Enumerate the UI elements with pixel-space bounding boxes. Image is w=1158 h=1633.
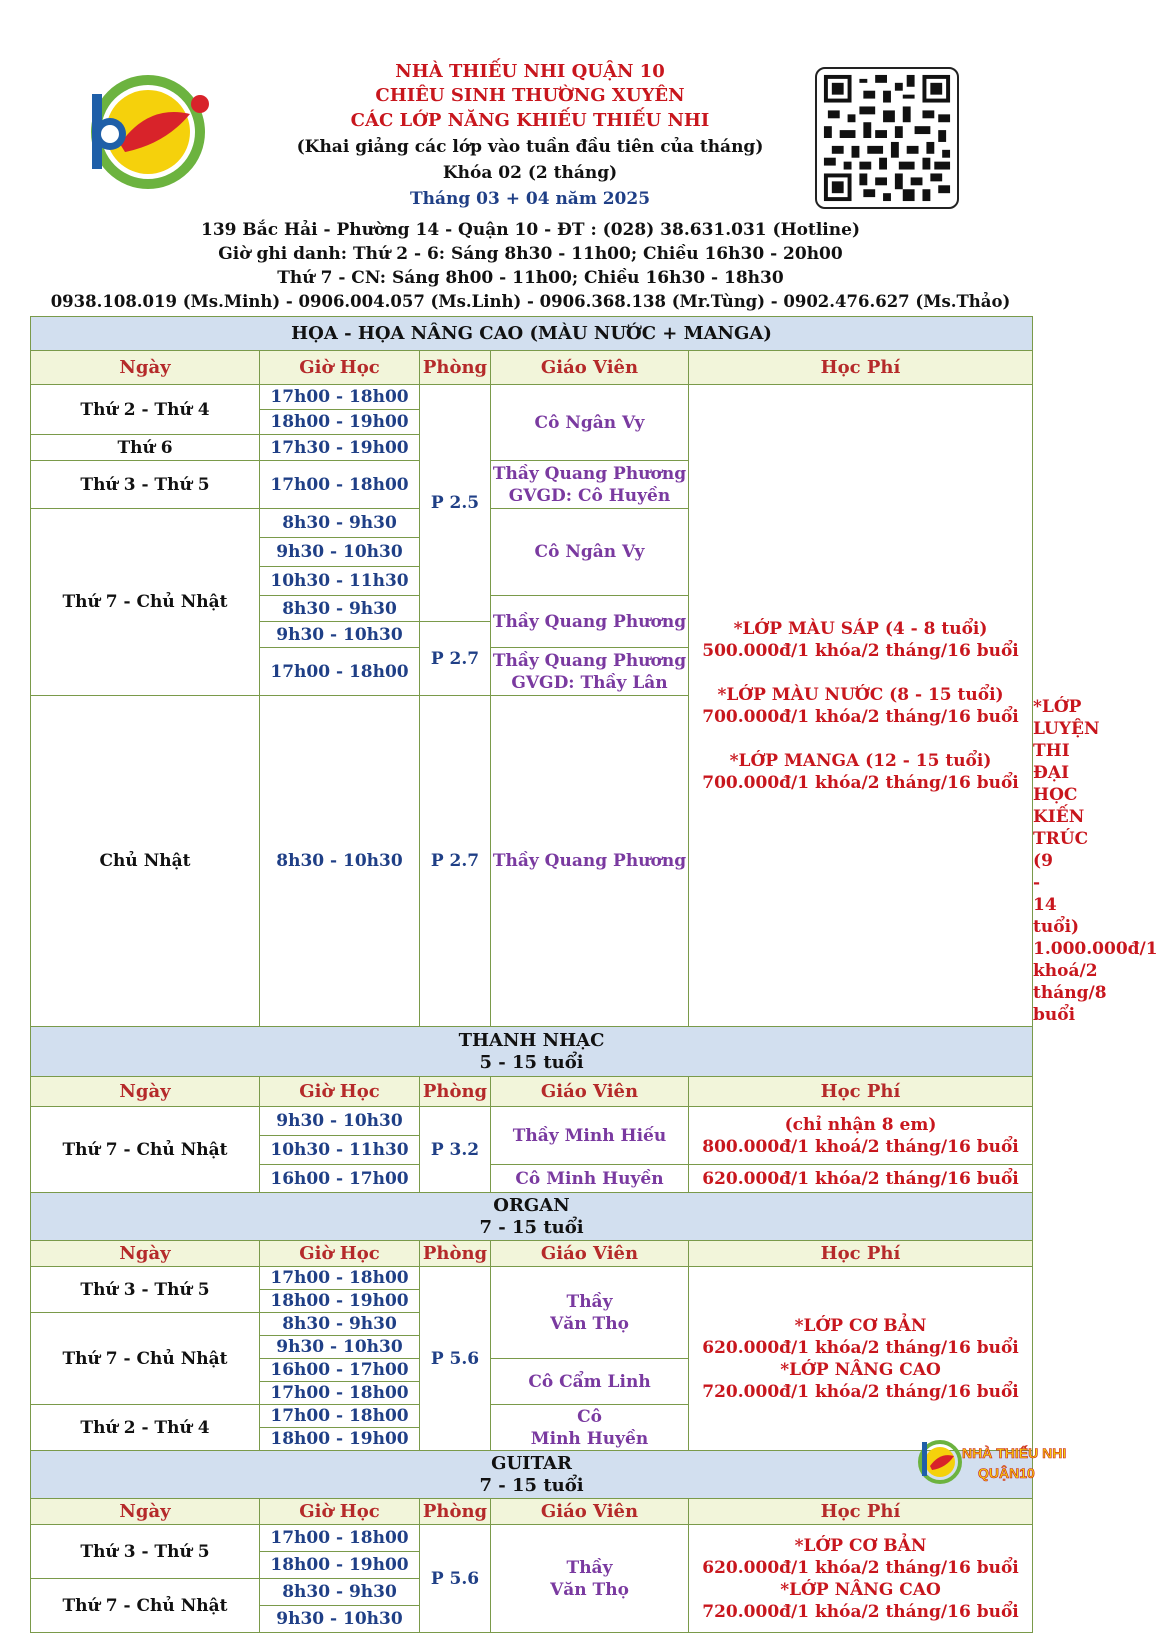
teacher-cell: Cô Ngân Vy xyxy=(491,385,689,461)
fee-label: *LỚP MÀU SÁP (4 - 8 tuổi) xyxy=(733,618,988,639)
section-age: 7 - 15 tuổi xyxy=(479,1216,584,1238)
fee-cell xyxy=(689,1525,1033,1633)
col-header-time: Giờ Học xyxy=(260,351,420,385)
time-cell: 17h00 - 18h00 xyxy=(260,1267,420,1290)
col-header-day: Ngày xyxy=(31,351,260,385)
col-header-teacher: Giáo Viên xyxy=(491,1499,689,1525)
day-cell: Thứ 3 - Thứ 5 xyxy=(31,1525,260,1579)
time-cell: 17h00 - 18h00 xyxy=(260,461,420,509)
time-cell: 17h00 - 18h00 xyxy=(260,1382,420,1405)
col-header-day: Ngày xyxy=(31,1241,260,1267)
room-cell: P 2.7 xyxy=(420,622,491,696)
teacher-cell xyxy=(491,461,689,509)
fee-label: *LỚP NÂNG CAO xyxy=(780,1359,941,1380)
section-title-thanh-nhac xyxy=(31,1027,1033,1077)
room-cell: P 2.5 xyxy=(420,385,491,622)
day-cell: Thứ 2 - Thứ 4 xyxy=(31,385,260,435)
time-cell: 16h00 - 17h00 xyxy=(260,1359,420,1382)
col-header-room: Phòng xyxy=(420,1499,491,1525)
organization-logo xyxy=(70,74,230,194)
footer-brand-line1: NHÀ THIẾU NHI xyxy=(962,1445,1067,1461)
fee-amount: 620.000đ/1 khóa/2 tháng/16 buổi xyxy=(702,1557,1019,1578)
schedule-table: HỌA - HỌA NÂNG CAO (MÀU NƯỚC + MANGA) Ngày Giờ Học Phòng Giáo Viên Học Phí Thứ 2 - Thứ 4 17h00 - 18h00 P 2.5 Cô Ngân Vy *LỚP MÀU SÁP (4 - 8 tuổi) 500.000đ/1 khóa/2 tháng/16 buổi *LỚP MÀU NƯỚC (8 - 15 tuổi) 700.000đ/1 khóa/2 tháng/16 buổi *LỚP MANGA (12 - 15 tuổi) 700.000đ/1 khóa/2 tháng/16 buổi 18h00 - 19h00 Thứ 6 17h30 - 19h00 Thứ 3 - Thứ 5 17h00 - 18h00 Thầy Quang Phương GVGD: Cô Huyền Thứ 7 - Chủ Nhật 8h30 - 9h30 Cô Ngân Vy 9h30 - 10h30 10h30 - 11h30 8h30 - 9h30 Thầy Quang Phương 9h30 - 10h30 P 2.7 17h00 - 18h00 Thầy Quang Phương GVGD: Thầy Lân Chủ Nhật 8h30 - 10h30 P 2.7 Thầy Quang Phương *LỚP LUYỆN THI ĐẠI HỌC KIẾN TRÚC (9 - 14 tuổi) 1.000.000đ/1 khoá/2 tháng/8 buổi THANH NHẠC 5 - 15 tuổi Ngày Giờ Học Phòng Giáo Viên Học Phí Thứ 7 - Chủ Nhật 9h30 - 10h30 P 3.2 Thầy Minh Hiếu (chỉ nhận 8 em) 800.000đ/1 khoá/2 tháng/16 buổi 10h30 - 11h30 16h00 - 17h00 Cô Minh Huyền 620.000đ/1 khóa/2 tháng/16 buổi ORGAN 7 - 15 tuổi Ngày Giờ Học Phòng Giáo Viên Học Phí Thứ 3 - Thứ 5 17h00 - 18h00 P 5.6 Thầy Văn Thọ *LỚP CƠ BẢN 620.000đ/1 khóa/2 tháng/16 buổi *LỚP NÂNG CAO 720.000đ/1 khóa/2 tháng/16 buổi 18h00 - 19h00 Thứ 7 - Chủ Nhật 8h30 - 9h30 9h30 - 10h30 16h00 - 17h00 Cô Cẩm Linh 17h00 - 18h00 Thứ 2 - Thứ 4 17h00 - 18h00 Cô Minh Huyền 18h00 - 19h00 GUITAR 7 - 15 tuổi Ngày Giờ Học Phòng Giáo Viên Học Phí Thứ 3 - Thứ 5 17h00 - 18h00 P 5.6 Thầy Văn Thọ *LỚP CƠ BẢN 620.000đ/1 khóa/2 tháng/16 buổi *LỚP NÂNG CAO 720.000đ/1 khóa/2 tháng/16 buổi 18h00 - 19h00 Thứ 7 - Chủ Nhật 8h30 - 9h30 9h30 - 10h30 xyxy=(30,316,1033,1633)
section-age: 5 - 15 tuổi xyxy=(479,1051,584,1073)
col-header-teacher: Giáo Viên xyxy=(491,1241,689,1267)
time-cell: 17h00 - 18h00 xyxy=(260,648,420,696)
course-months: Tháng 03 + 04 năm 2025 xyxy=(409,189,651,209)
fee-cell xyxy=(689,1107,1033,1165)
teacher-title: Cô xyxy=(577,1406,602,1427)
registration-hours: Giờ ghi danh: Thứ 2 - 6: Sáng 8h30 - 11h00; Chiều 16h30 - 20h00 xyxy=(218,244,843,264)
time-cell: 9h30 - 10h30 xyxy=(260,538,420,567)
footer-brand-logo xyxy=(918,1432,1067,1490)
day-cell: Chủ Nhật xyxy=(31,696,260,1027)
section-title-guitar xyxy=(31,1451,1033,1499)
qr-code[interactable] xyxy=(815,67,959,209)
teacher-assistant: GVGD: Cô Huyền xyxy=(508,485,671,506)
col-header-room: Phòng xyxy=(420,1241,491,1267)
time-cell: 17h30 - 19h00 xyxy=(260,435,420,461)
col-header-fee: Học Phí xyxy=(689,1499,1033,1525)
day-cell: Thứ 7 - Chủ Nhật xyxy=(31,1313,260,1405)
day-cell: Thứ 2 - Thứ 4 xyxy=(31,1405,260,1451)
teacher-cell: Cô Ngân Vy xyxy=(491,509,689,596)
section-name: ORGAN xyxy=(493,1194,570,1216)
teacher-name: Văn Thọ xyxy=(550,1579,629,1600)
time-cell: 17h00 - 18h00 xyxy=(260,385,420,410)
teacher-assistant: GVGD: Thầy Lân xyxy=(511,672,668,693)
time-cell: 9h30 - 10h30 xyxy=(260,1336,420,1359)
room-cell: P 5.6 xyxy=(420,1267,491,1451)
time-cell: 18h00 - 19h00 xyxy=(260,410,420,435)
weekend-hours: Thứ 7 - CN: Sáng 8h00 - 11h00; Chiều 16h30 - 18h30 xyxy=(277,268,784,288)
teacher-cell xyxy=(491,1267,689,1359)
time-cell: 8h30 - 9h30 xyxy=(260,1313,420,1336)
col-header-fee: Học Phí xyxy=(689,351,1033,385)
fee-label: *LỚP CƠ BẢN xyxy=(794,1535,927,1556)
fee-cell: 620.000đ/1 khóa/2 tháng/16 buổi xyxy=(689,1165,1033,1193)
col-header-teacher: Giáo Viên xyxy=(491,351,689,385)
col-header-teacher: Giáo Viên xyxy=(491,1077,689,1107)
time-cell: 10h30 - 11h30 xyxy=(260,1136,420,1165)
fee-label: *LỚP MANGA (12 - 15 tuổi) xyxy=(729,750,992,771)
fee-amount: 800.000đ/1 khoá/2 tháng/16 buổi xyxy=(702,1136,1019,1157)
col-header-time: Giờ Học xyxy=(260,1499,420,1525)
time-cell: 8h30 - 9h30 xyxy=(260,509,420,538)
teacher-cell: Thầy Quang Phương xyxy=(491,596,689,648)
fee-label: *LỚP CƠ BẢN xyxy=(794,1315,927,1336)
fee-label: *LỚP MÀU NƯỚC (8 - 15 tuổi) xyxy=(717,684,1004,705)
day-cell: Thứ 7 - Chủ Nhật xyxy=(31,1579,260,1633)
col-header-day: Ngày xyxy=(31,1499,260,1525)
teacher-name: Thầy Quang Phương xyxy=(492,463,687,484)
day-cell: Thứ 3 - Thứ 5 xyxy=(31,461,260,509)
col-header-day: Ngày xyxy=(31,1077,260,1107)
fee-amount: 500.000đ/1 khóa/2 tháng/16 buổi xyxy=(702,640,1019,661)
teacher-name: Thầy Quang Phương xyxy=(492,650,687,671)
teacher-cell: Thầy Quang Phương xyxy=(491,696,689,1027)
time-cell: 8h30 - 9h30 xyxy=(260,596,420,622)
teacher-cell xyxy=(491,1405,689,1451)
schedule-note: (Khai giảng các lớp vào tuần đầu tiên của tháng) xyxy=(296,137,764,157)
fee-label: *LỚP NÂNG CAO xyxy=(780,1579,941,1600)
room-cell: P 5.6 xyxy=(420,1525,491,1633)
room-cell: P 2.7 xyxy=(420,696,491,1027)
time-cell: 8h30 - 10h30 xyxy=(260,696,420,1027)
fee-amount: 720.000đ/1 khóa/2 tháng/16 buổi xyxy=(702,1381,1019,1402)
enrollment-title: CHIÊU SINH THƯỜNG XUYÊN xyxy=(375,85,685,106)
teacher-cell: Cô Minh Huyền xyxy=(491,1165,689,1193)
section-title-organ xyxy=(31,1193,1033,1241)
fee-cell xyxy=(689,1267,1033,1451)
teacher-name: Văn Thọ xyxy=(550,1313,629,1334)
section-name: GUITAR xyxy=(491,1452,572,1474)
day-cell: Thứ 7 - Chủ Nhật xyxy=(31,509,260,696)
room-cell: P 3.2 xyxy=(420,1107,491,1193)
day-cell: Thứ 6 xyxy=(31,435,260,461)
teacher-cell xyxy=(491,648,689,696)
footer-brand-line2: QUẬN10 xyxy=(978,1465,1035,1481)
section-age: 7 - 15 tuổi xyxy=(479,1474,584,1496)
col-header-room: Phòng xyxy=(420,351,491,385)
time-cell: 18h00 - 19h00 xyxy=(260,1428,420,1451)
time-cell: 9h30 - 10h30 xyxy=(260,1107,420,1136)
course-term: Khóa 02 (2 tháng) xyxy=(442,163,618,183)
fee-amount: 620.000đ/1 khóa/2 tháng/16 buổi xyxy=(702,1337,1019,1358)
teacher-name: Minh Huyền xyxy=(530,1428,649,1449)
section-title-hoa: HỌA - HỌA NÂNG CAO (MÀU NƯỚC + MANGA) xyxy=(31,317,1033,351)
section-name: THANH NHẠC xyxy=(458,1029,605,1051)
fee-cell xyxy=(689,385,1033,1027)
col-header-time: Giờ Học xyxy=(260,1077,420,1107)
time-cell: 16h00 - 17h00 xyxy=(260,1165,420,1193)
time-cell: 17h00 - 18h00 xyxy=(260,1405,420,1428)
time-cell: 8h30 - 9h30 xyxy=(260,1579,420,1606)
teacher-cell: Thầy Minh Hiếu xyxy=(491,1107,689,1165)
address-line: 139 Bắc Hải - Phường 14 - Quận 10 - ĐT : (028) 38.631.031 (Hotline) xyxy=(201,220,860,240)
fee-amount: 700.000đ/1 khóa/2 tháng/16 buổi xyxy=(702,706,1019,727)
col-header-room: Phòng xyxy=(420,1077,491,1107)
time-cell: 18h00 - 19h00 xyxy=(260,1552,420,1579)
time-cell: 17h00 - 18h00 xyxy=(260,1525,420,1552)
time-cell: 10h30 - 11h30 xyxy=(260,567,420,596)
time-cell: 18h00 - 19h00 xyxy=(260,1290,420,1313)
fee-amount: 700.000đ/1 khóa/2 tháng/16 buổi xyxy=(702,772,1019,793)
time-cell: 9h30 - 10h30 xyxy=(260,1606,420,1633)
teacher-cell: Cô Cẩm Linh xyxy=(491,1359,689,1405)
time-cell: 9h30 - 10h30 xyxy=(260,622,420,648)
fee-note: (chỉ nhận 8 em) xyxy=(784,1114,937,1135)
teacher-title: Thầy xyxy=(566,1557,613,1578)
teacher-title: Thầy xyxy=(566,1291,613,1312)
col-header-fee: Học Phí xyxy=(689,1077,1033,1107)
col-header-time: Giờ Học xyxy=(260,1241,420,1267)
org-name: NHÀ THIẾU NHI QUẬN 10 xyxy=(395,61,665,82)
col-header-fee: Học Phí xyxy=(689,1241,1033,1267)
fee-amount: 720.000đ/1 khóa/2 tháng/16 buổi xyxy=(702,1601,1019,1622)
program-title: CÁC LỚP NĂNG KHIẾU THIẾU NHI xyxy=(350,110,710,131)
teacher-cell xyxy=(491,1525,689,1633)
day-cell: Thứ 3 - Thứ 5 xyxy=(31,1267,260,1313)
day-cell: Thứ 7 - Chủ Nhật xyxy=(31,1107,260,1193)
contact-phones: 0938.108.019 (Ms.Minh) - 0906.004.057 (Ms.Linh) - 0906.368.138 (Mr.Tùng) - 0902.476.627 (Ms.Thảo) xyxy=(50,292,1011,311)
